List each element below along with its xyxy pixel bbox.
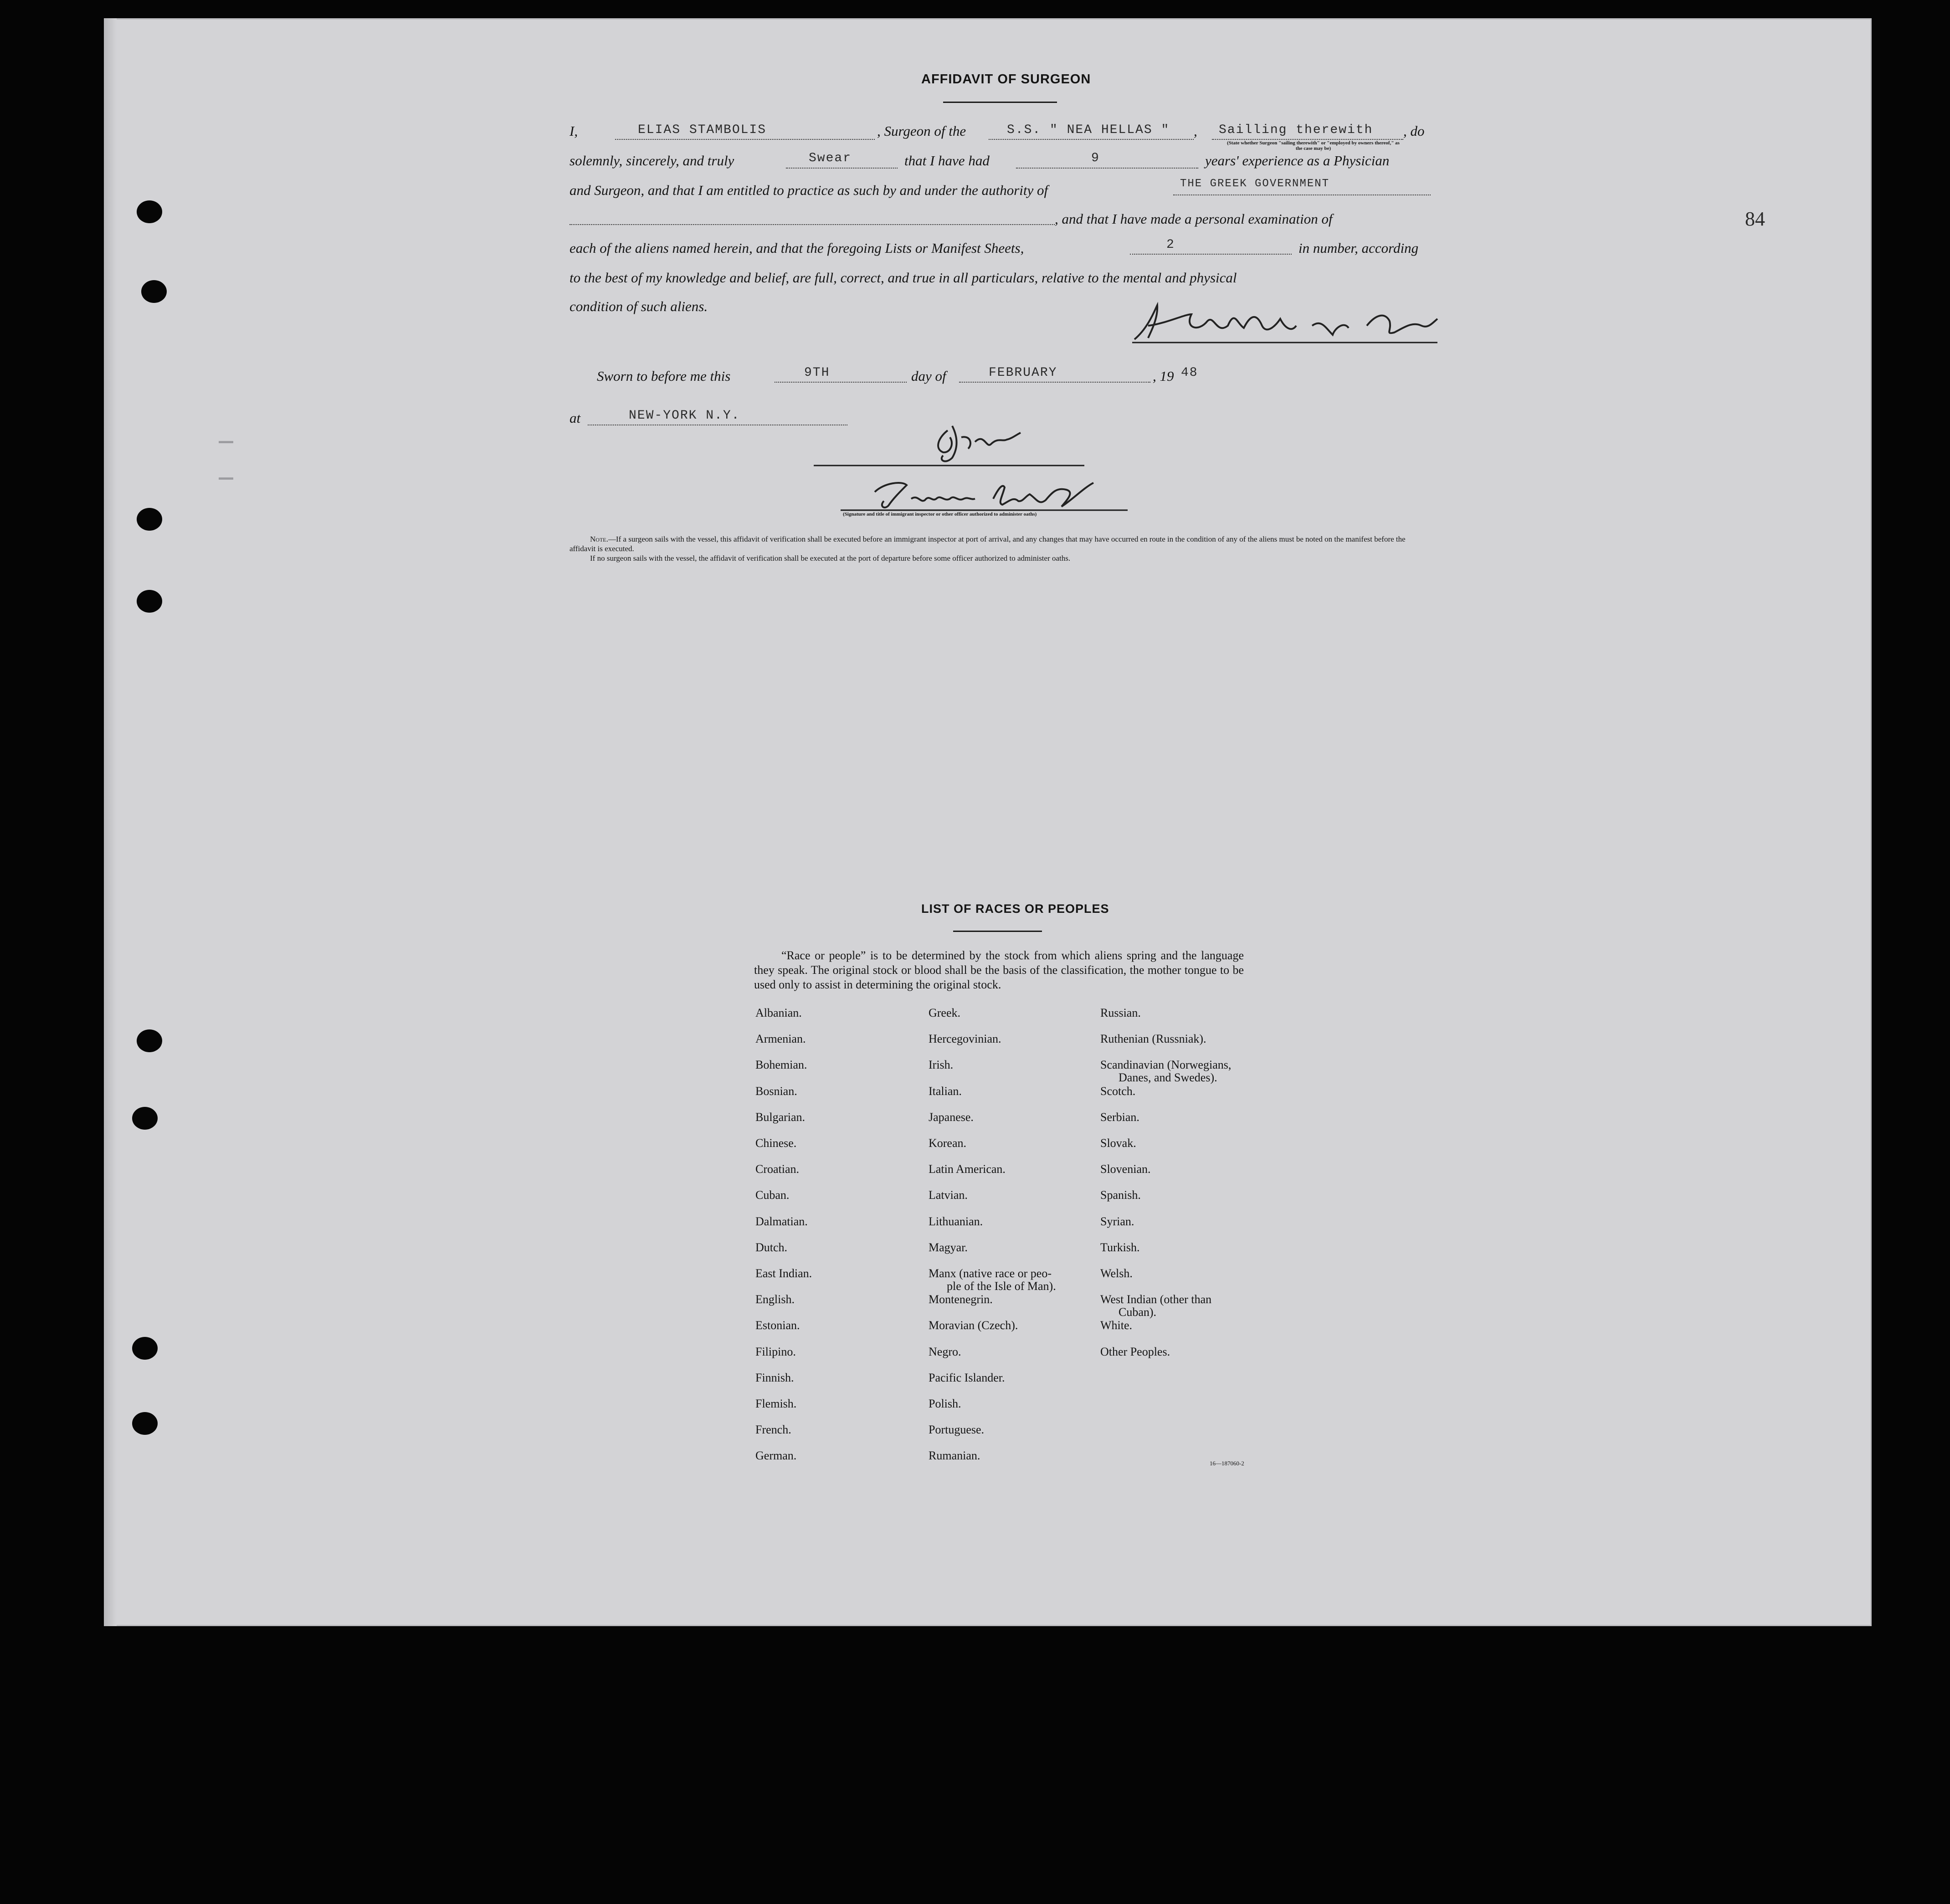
race-item: Armenian. xyxy=(755,1032,806,1045)
sworn-place: NEW-YORK N.Y. xyxy=(629,409,740,423)
race-item: Cuban. xyxy=(755,1188,790,1202)
race-item: Latin American. xyxy=(929,1162,1006,1176)
form-code: 16—187060-2 xyxy=(1210,1460,1244,1467)
oath-value: Swear xyxy=(809,151,852,165)
sailing-hint: (State whether Surgeon "sailing therewith" or "employed by owners thereof," as the case may be) xyxy=(1227,140,1400,151)
affidavit-title: AFFIDAVIT OF SURGEON xyxy=(921,72,1091,87)
sworn-month: FEBRUARY xyxy=(989,366,1057,380)
text-i: I, xyxy=(570,123,578,139)
note-lead: Note. xyxy=(590,535,608,543)
punch-hole xyxy=(132,1412,158,1435)
race-item: Montenegrin. xyxy=(929,1293,993,1306)
race-item: Ruthenian (Russniak). xyxy=(1100,1032,1206,1045)
month-line xyxy=(959,382,1150,383)
race-item: Syrian. xyxy=(1100,1215,1134,1228)
years-line xyxy=(1016,168,1198,169)
race-item: German. xyxy=(755,1449,797,1462)
race-item: Croatian. xyxy=(755,1162,800,1176)
years-value: 9 xyxy=(1091,151,1100,165)
race-item: Dalmatian. xyxy=(755,1215,808,1228)
race-item: Slovenian. xyxy=(1100,1162,1151,1176)
race-item: French. xyxy=(755,1423,791,1436)
race-item: Bohemian. xyxy=(755,1058,807,1071)
punch-hole xyxy=(132,1337,158,1360)
document-page xyxy=(104,18,1872,1626)
race-item: Estonian. xyxy=(755,1319,800,1332)
oath-line xyxy=(786,168,898,169)
text-and-surgeon: and Surgeon, and that I am entitled to practice as such by and under the authority of xyxy=(570,182,1048,198)
race-item: Scotch. xyxy=(1100,1085,1136,1098)
note-text-1: —If a surgeon sails with the vessel, this affidavit of verification shall be executed before an immigrant inspector at port of arrival, and any changes that may have occurred en route in the condition of any of the aliens must be noted on the manifest before the affidavit is executed. xyxy=(570,535,1406,553)
race-item: Russian. xyxy=(1100,1006,1141,1019)
inspector-caption: (Signature and title of immigrant inspector or other officer authorized to administer oaths) xyxy=(843,512,1037,517)
sheets-value: 2 xyxy=(1166,238,1175,252)
race-item: Albanian. xyxy=(755,1006,802,1019)
race-item: Scandinavian (Norwegians, Danes, and Swedes). xyxy=(1100,1058,1232,1084)
race-item: Turkish. xyxy=(1100,1241,1140,1254)
race-item: Slovak. xyxy=(1100,1136,1136,1150)
punch-hole xyxy=(137,508,162,531)
text-years-exp: years' experience as a Physician xyxy=(1205,153,1390,169)
text-day-of: day of xyxy=(911,368,946,384)
race-item: Bosnian. xyxy=(755,1085,797,1098)
race-item: East Indian. xyxy=(755,1267,812,1280)
race-item: Negro. xyxy=(929,1345,961,1358)
note-text-2: If no surgeon sails with the vessel, the affidavit of verification shall be executed at the port of departure before some officer authorized to administer oaths. xyxy=(590,554,1071,563)
affidavit-note xyxy=(570,534,1431,563)
race-item: Latvian. xyxy=(929,1188,968,1202)
race-item: Moravian (Czech). xyxy=(929,1319,1018,1332)
race-item: Bulgarian. xyxy=(755,1111,806,1124)
ghost-mark: ▬▬ xyxy=(219,474,233,481)
races-intro: “Race or people” is to be determined by the stock from which aliens spring and the language they speak. The original stock or blood shall be the basis of the classification, the mother tongue to be used only to assist in determining the original stock. xyxy=(754,949,1244,991)
race-item: Filipino. xyxy=(755,1345,796,1358)
race-item: Magyar. xyxy=(929,1241,968,1254)
race-item: Manx (native race or peo- ple of the Isle of Man). xyxy=(929,1267,1056,1293)
text-condition: condition of such aliens. xyxy=(570,298,708,314)
punch-hole xyxy=(132,1107,158,1130)
sworn-day: 9TH xyxy=(804,366,830,380)
race-item: Welsh. xyxy=(1100,1267,1133,1280)
title-rule xyxy=(943,102,1057,103)
authority-line-2 xyxy=(570,224,1055,225)
sheets-line xyxy=(1130,254,1292,255)
surgeon-signature xyxy=(1130,301,1440,346)
vessel-name: S.S. " NEA HELLAS " xyxy=(1007,123,1170,137)
page-number: 84 xyxy=(1745,208,1765,230)
text-do: , do xyxy=(1403,123,1425,139)
sailing-status: Sailling therewith xyxy=(1219,123,1373,137)
races-title: LIST OF RACES OR PEOPLES xyxy=(921,902,1109,916)
race-item: Portuguese. xyxy=(929,1423,985,1436)
text-solemnly: solemnly, sincerely, and truly xyxy=(570,153,734,169)
page-edge xyxy=(104,18,117,1626)
punch-hole xyxy=(137,590,162,613)
race-item: Japanese. xyxy=(929,1111,974,1124)
race-item: Other Peoples. xyxy=(1100,1345,1170,1358)
authority-line xyxy=(1173,194,1431,195)
race-item: Korean. xyxy=(929,1136,967,1150)
race-item: English. xyxy=(755,1293,795,1306)
race-item: Italian. xyxy=(929,1085,962,1098)
officer-signature xyxy=(811,417,1093,469)
punch-hole xyxy=(137,200,162,223)
races-title-rule xyxy=(953,931,1042,932)
text-comma: , xyxy=(1194,123,1197,139)
text-each-alien: each of the aliens named herein, and that the foregoing Lists or Manifest Sheets, xyxy=(570,240,1024,256)
ghost-mark: ▬▬ xyxy=(219,437,233,445)
race-item: Flemish. xyxy=(755,1397,797,1410)
authority-value: THE GREEK GOVERNMENT xyxy=(1180,178,1330,190)
race-item: Finnish. xyxy=(755,1371,794,1384)
text-personal-exam: , and that I have made a personal examination of xyxy=(1055,211,1333,227)
race-item: Chinese. xyxy=(755,1136,797,1150)
sailing-line xyxy=(1212,139,1403,140)
race-item: Hercegovinian. xyxy=(929,1032,1001,1045)
name-line xyxy=(615,139,875,140)
race-item: Polish. xyxy=(929,1397,961,1410)
race-item: Dutch. xyxy=(755,1241,788,1254)
race-item: White. xyxy=(1100,1319,1133,1332)
day-line xyxy=(775,382,907,383)
text-have-had: that I have had xyxy=(904,153,990,169)
race-item: Lithuanian. xyxy=(929,1215,983,1228)
text-surgeon-of: , Surgeon of the xyxy=(877,123,966,139)
race-item: Greek. xyxy=(929,1006,961,1019)
punch-hole xyxy=(137,1029,162,1052)
race-item: Serbian. xyxy=(1100,1111,1139,1124)
text-sworn: Sworn to before me this xyxy=(597,368,731,384)
text-year-prefix: , 19 xyxy=(1153,368,1174,384)
race-item: Pacific Islander. xyxy=(929,1371,1005,1384)
surgeon-name: ELIAS STAMBOLIS xyxy=(638,123,767,137)
sworn-year: 48 xyxy=(1181,366,1198,380)
race-item: West Indian (other than Cuban). xyxy=(1100,1293,1212,1319)
text-best: to the best of my knowledge and belief, are full, correct, and true in all particulars, relative to the mental and physical xyxy=(570,270,1237,286)
vessel-line xyxy=(989,139,1194,140)
punch-hole xyxy=(141,280,167,303)
race-item: Irish. xyxy=(929,1058,954,1071)
race-item: Spanish. xyxy=(1100,1188,1141,1202)
text-in-number: in number, according xyxy=(1298,240,1419,256)
text-at: at xyxy=(570,410,581,426)
race-item: Rumanian. xyxy=(929,1449,980,1462)
inspector-signature xyxy=(838,474,1130,512)
